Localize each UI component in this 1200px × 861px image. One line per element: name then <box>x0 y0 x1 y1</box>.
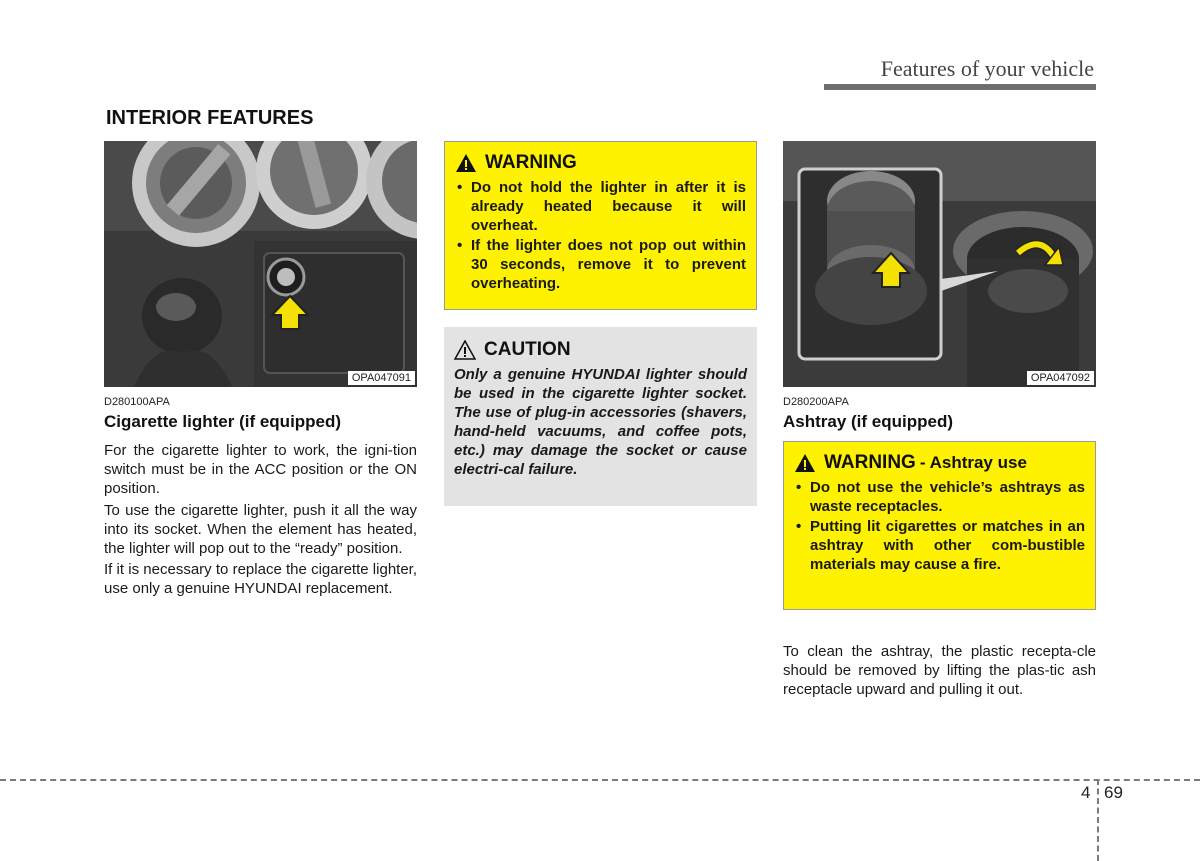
caution-text: Only a genuine HYUNDAI lighter should be used in the cigarette lighter socket. The use of plug-in accessories (shavers, hand-held vacuums, and coffee pots, etc.) may damage the socket or cause electri-cal failure. <box>454 366 747 478</box>
cigarette-lighter-heading: Cigarette lighter (if equipped) <box>104 412 342 431</box>
warning-title <box>794 452 1085 474</box>
warning-title <box>455 152 746 174</box>
lighter-caution-box <box>444 327 757 506</box>
page-number: 69 <box>1104 783 1123 802</box>
chapter-number: 4 <box>1081 783 1091 802</box>
ref-code: D280100APA <box>104 396 170 408</box>
ashtray-text: To clean the ashtray, the plastic recepta-cle should be removed by lifting the plas-tic ash receptacle upward and pulling it out. <box>783 643 1096 699</box>
header-bar <box>824 84 1096 90</box>
ashtray-photo <box>783 141 1096 387</box>
warning-item: • Do not hold the lighter in after it is already heated because it will overheat. <box>455 178 746 235</box>
warning-title-text: WARNING <box>485 152 577 173</box>
warning-title-text: WARNING <box>824 452 916 473</box>
ashtray-heading: Ashtray (if equipped) <box>783 412 954 431</box>
header-title: Features of your vehicle <box>880 56 1094 81</box>
cigarette-lighter-photo <box>104 141 417 387</box>
ashtray-warning-box <box>783 441 1096 610</box>
caution-title-text: CAUTION <box>484 339 571 360</box>
section-title: INTERIOR FEATURES <box>106 107 314 129</box>
footer-vertical-divider <box>1097 779 1099 861</box>
paragraph: For the cigarette lighter to work, the igni-tion switch must be in the ACC position or the ON position. <box>104 442 417 498</box>
footer-divider <box>0 779 1200 781</box>
warning-triangle-icon <box>794 453 816 473</box>
warning-item: • If the lighter does not pop out within 30 seconds, remove it to prevent overheating. <box>455 236 746 293</box>
photo-code: OPA047092 <box>1027 371 1094 385</box>
warning-item: • Putting lit cigarettes or matches in an ashtray with other com-bustible materials may cause a fire. <box>794 517 1085 574</box>
ref-code: D280200APA <box>783 396 849 408</box>
paragraph: To use the cigarette lighter, push it all the way into its socket. When the element has heated, the lighter will pop out to the “ready” position. <box>104 501 417 558</box>
photo-code: OPA047091 <box>348 371 415 385</box>
warning-subtitle: - Ashtray use <box>919 453 1027 472</box>
caution-title <box>454 339 747 361</box>
cigarette-lighter-text <box>104 441 417 601</box>
caution-triangle-icon <box>454 340 476 360</box>
paragraph: If it is necessary to replace the cigarette lighter, use only a genuine HYUNDAI replacement. <box>104 561 417 598</box>
warning-list <box>794 478 1085 574</box>
lighter-warning-box <box>444 141 757 310</box>
warning-list <box>455 178 746 293</box>
warning-item: • Do not use the vehicle’s ashtrays as waste receptacles. <box>794 478 1085 516</box>
warning-triangle-icon <box>455 153 477 173</box>
